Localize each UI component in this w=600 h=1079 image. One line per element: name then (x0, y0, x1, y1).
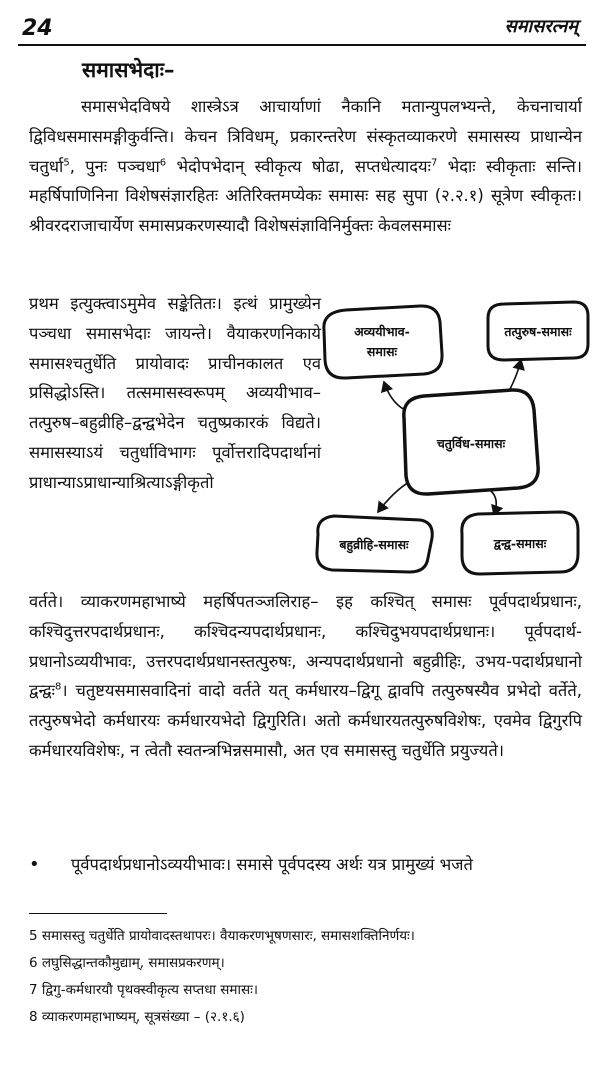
diagram-node-avyayibhava (324, 306, 442, 378)
paragraph-mahabhashya (29, 587, 582, 766)
samasa-types-diagram (316, 290, 592, 586)
bullet-item (29, 851, 589, 879)
header-rule (18, 44, 586, 46)
footnote-ref-6[interactable]: 6 (159, 157, 167, 169)
footnote-8: 8 व्याकरणमहाभाष्यम्, सूत्रसंख्या – (२.१.६) (29, 1009, 245, 1025)
bullet-mark: • (29, 854, 40, 875)
footnote-7: 7 द्विगु-कर्मधारयौ पृथक्स्वीकृत्य सप्तधा समासः। (29, 982, 258, 998)
diagram-node-avyayibhava-line1: अव्ययीभाव- (354, 324, 410, 339)
bullet-text: पूर्वपदार्थप्रधानोऽव्ययीभावः। समासे पूर्वपदस्य अर्थः यत्र प्रामुख्यं भजते (71, 855, 473, 874)
footnote-5: 5 समासस्तु चतुर्धेति प्रायोवादस्तथापरः। वैयाकरणभूषणसारः, समासशक्तिनिर्णयः। (29, 928, 415, 944)
footnote-rule (29, 913, 167, 914)
diagram-node-dvandva (462, 512, 578, 574)
paragraph-intro-part1: समासभेदविषये शास्त्रेऽत्र आचार्याणां नैकानि मतान्युपलभ्यन्ते, केचनाचार्या द्विविधसमासमङ्गीकुर्वन्ति। केचन त्रिविधम्, प्रकारन्तरेण संस्कृतव्याकरणे समासस्य प्राधान्येन चतुर्धा (29, 97, 582, 176)
paragraph-intro (29, 92, 582, 241)
footnote-6: 6 लघुसिद्धान्तकौमुद्याम्, समासप्रकरणम्। (29, 955, 225, 971)
paragraph-intro-part2: , पुनः पञ्चधा (69, 156, 160, 176)
paragraph-mahabhashya-part1: वर्तते। व्याकरणमहाभाष्ये महर्षिपतञ्जलिराह– इह कश्चित् समासः पूर्वपदार्थप्रधानः, कश्चिदुत्तरपदार्थप्रधानः, कश्चिदन्यपदार्थप्रधानः, कश्चिदुभयपदार्थप्रधानः। पूर्वपदार्थ-प्रधानोऽव्ययीभावः, उत्तरपदार्थप्रधानस्तत्पुरुषः, अन्यपदार्थप्रधानो बहुव्रीहिः, उभय-पदार्थप्रधानो द्वन्द्वः (29, 592, 582, 701)
footnote-ref-5[interactable]: 5 (63, 157, 70, 169)
paragraph-intro-part3: भेदोपभेदान् स्वीकृत्य षोढा, सप्तधेत्यादयः (166, 156, 431, 176)
page-number: 24 (22, 16, 53, 41)
paragraph-intro-part4: भेदाः स्वीकृताः सन्ति। महर्षिपाणिनिना विशेषसंज्ञारहितः अतिरिक्तमप्येकः समासः सह सुपा (२.२.१) सूत्रेण स्वीकृतः। श्रीवरदराजाचार्येण समासप्रकरणस्यादौ विशेषसंज्ञाविनिर्मुक्तः केवलसमासः (29, 156, 583, 236)
diagram-node-dvandva-label: द्वन्द्व-समासः (493, 536, 547, 551)
section-heading: समासभेदाः– (82, 58, 175, 82)
diagram-node-avyayibhava-line2: समासः (366, 344, 398, 359)
paragraph-beside-diagram: प्रथम इत्युक्त्वाऽमुमेव सङ्केतितः। इत्थं प्रामुख्येन पञ्चधा समासभेदाः जायन्ते। वैयाकरणनिकाये समासश्चतुर्धेति प्रायोवादः प्राचीनकालत एव प्रसिद्धोऽस्ति। तत्समासस्वरूपम् अव्ययीभाव–तत्पुरुष–बहुव्रीहि–द्वन्द्वभेदेन चतुष्प्रकारकं विद्यते। समासस्याऽयं चतुर्धाविभागः पूर्वोत्तरादिपदार्थानां प्राधान्याऽप्राधान्याश्रित्याऽङ्गीकृतो (29, 294, 321, 492)
footnote-ref-7[interactable]: 7 (430, 157, 438, 169)
diagram-node-tatpurusha-label: तत्पुरुष-समासः (504, 324, 572, 339)
diagram-node-center (404, 390, 538, 494)
running-title: समासरत्नम् (504, 16, 578, 37)
diagram-node-tatpurusha (488, 302, 588, 360)
paragraph-mahabhashya-part2: । चतुष्टयसमासवादिनां वादो वर्तते यत् कर्मधारय–द्विगू द्वावपि तत्पुरुषस्यैव प्रभेदो वर्तेते, तत्पुरुषभेदो कर्मधारयः कर्मधारयभेदो द्विगुरिति। अतो कर्मधारयतत्पुरुषविशेषः, एवमेव द्विगुरपि कर्मधारयविशेषः, न त्वेतौ स्वतन्त्रभिन्नसमासौ, अत एव समासस्तु चतुर्धेति प्रयुज्यते। (29, 681, 582, 760)
diagram-node-center-label: चतुर्विध-समासः (436, 436, 506, 451)
diagram-arrow-bottom-right (486, 488, 496, 515)
footnotes (29, 923, 589, 1031)
diagram-node-bahuvrihi (317, 516, 432, 572)
footnote-ref-8[interactable]: 8 (55, 681, 62, 693)
diagram-node-bahuvrihi-label: बहुव्रीहि-समासः (339, 537, 409, 552)
